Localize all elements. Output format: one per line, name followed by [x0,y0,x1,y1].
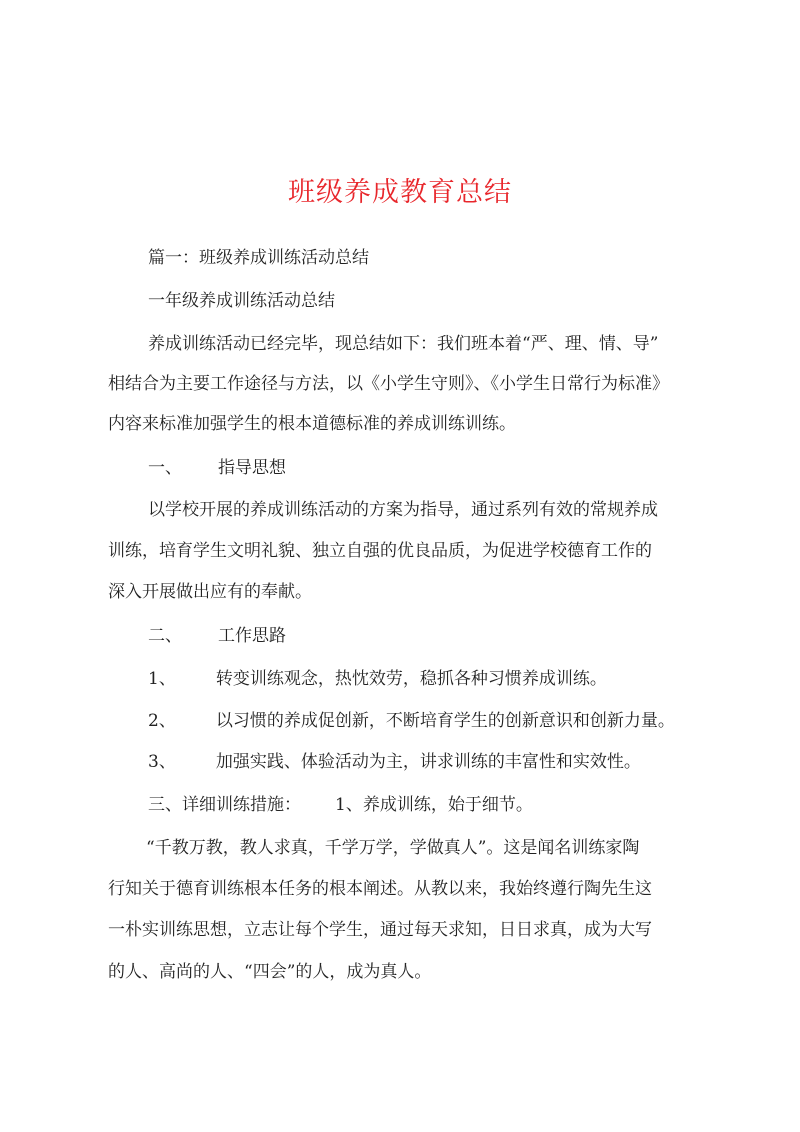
paragraph-line: 以学校开展的养成训练活动的方案为指导，通过系列有效的常规养成 [148,500,658,520]
list-item-number: 2、 [148,711,176,731]
heading-measures [148,795,533,815]
heading-text: 指导思想 [218,458,286,478]
list-item-text: 以习惯的养成促创新，不断培育学生的创新意识和创新力量。 [215,711,675,731]
paragraph-line: 相结合为主要工作途径与方法，以《小学生守则》、《小学生日常行为标准》 [108,374,669,394]
paragraph-line: 行知关于德育训练根本任务的根本阐述。从教以来，我始终遵行陶先生这 [108,879,652,899]
heading-work-approach [148,626,286,646]
paragraph-line: 一朴实训练思想，立志让每个学生，通过每天求知，日日求真，成为大写 [108,920,652,940]
list-item-text: 转变训练观念，热忱效劳，稳抓各种习惯养成训练。 [215,669,607,689]
list-item-number: 1、 [148,669,176,689]
heading-text: 三、详细训练措施： [148,795,301,815]
heading-number: 二、 [148,626,182,646]
list-item [148,711,675,731]
list-item-number: 3、 [148,752,176,772]
subheading: 一年级养成训练活动总结 [148,291,335,311]
paragraph-line: 内容来标准加强学生的根本道德标准的养成训练训练。 [108,414,516,434]
list-item [148,752,641,772]
paragraph-line: 深入开展做出应有的奉献。 [108,582,312,602]
paragraph-line: “千教万教，教人求真，千学万学，学做真人”。这是闻名训练家陶 [146,838,640,858]
heading-guiding-thought [148,458,286,478]
list-item-text: 加强实践、体验活动为主，讲求训练的丰富性和实效性。 [215,752,641,772]
document-title: 班级养成教育总结 [288,177,512,208]
heading-text: 工作思路 [218,626,286,646]
paragraph-line: 训练，培育学生文明礼貌、独立自强的优良品质，为促进学校德育工作的 [108,541,652,561]
list-item [148,669,607,689]
subheading-text: 1、养成训练，始于细节。 [335,795,533,815]
paragraph-line: 的人、高尚的人、“四会”的人，成为真人。 [108,962,432,982]
heading-number: 一、 [148,458,182,478]
paragraph-line: 养成训练活动已经完毕，现总结如下：我们班本着“严、理、情、导” [148,334,659,354]
section-heading: 篇一：班级养成训练活动总结 [148,248,369,268]
